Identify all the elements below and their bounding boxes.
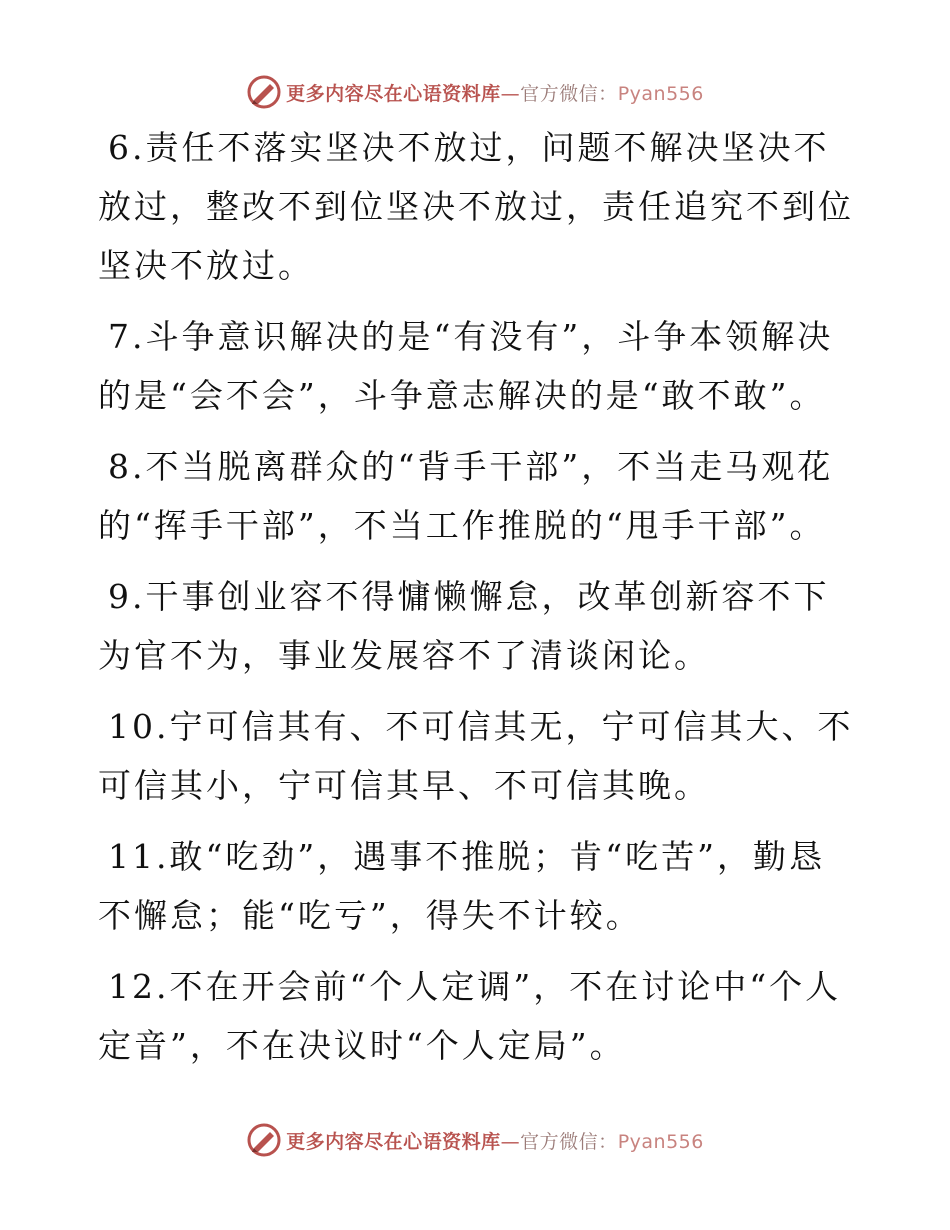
watermark-text: 更多内容尽在心语资料库—官方微信：Pyan556	[286, 82, 704, 105]
document-body	[98, 118, 858, 1087]
list-item: 9.干事创业容不得慵懒懈怠，改革创新容不下为官不为，事业发展容不了清谈闲论。	[98, 577, 830, 675]
pen-logo-icon	[246, 1122, 282, 1158]
list-item: 7.斗争意识解决的是“有没有”，斗争本领解决的是“会不会”，斗争意志解决的是“敢不敢”。	[98, 317, 834, 415]
list-item: 10.宁可信其有、不可信其无，宁可信其大、不可信其小，宁可信其早、不可信其晚。	[98, 707, 854, 805]
list-item: 12.不在开会前“个人定调”，不在讨论中“个人定音”，不在决议时“个人定局”。	[98, 967, 842, 1065]
footer-watermark	[0, 1120, 950, 1160]
watermark-text: 更多内容尽在心语资料库—官方微信：Pyan556	[286, 1130, 704, 1153]
list-item: 11.敢“吃劲”，遇事不推脱；肯“吃苦”，勤恳不懈怠；能“吃亏”，得失不计较。	[98, 837, 825, 935]
pen-logo-icon	[246, 74, 282, 110]
list-item: 6.责任不落实坚决不放过，问题不解决坚决不放过，整改不到位坚决不放过，责任追究不到位坚决不放过。	[98, 128, 854, 285]
header-watermark	[0, 72, 950, 112]
list-item: 8.不当脱离群众的“背手干部”，不当走马观花的“挥手干部”，不当工作推脱的“甩手干部”。	[98, 447, 834, 545]
